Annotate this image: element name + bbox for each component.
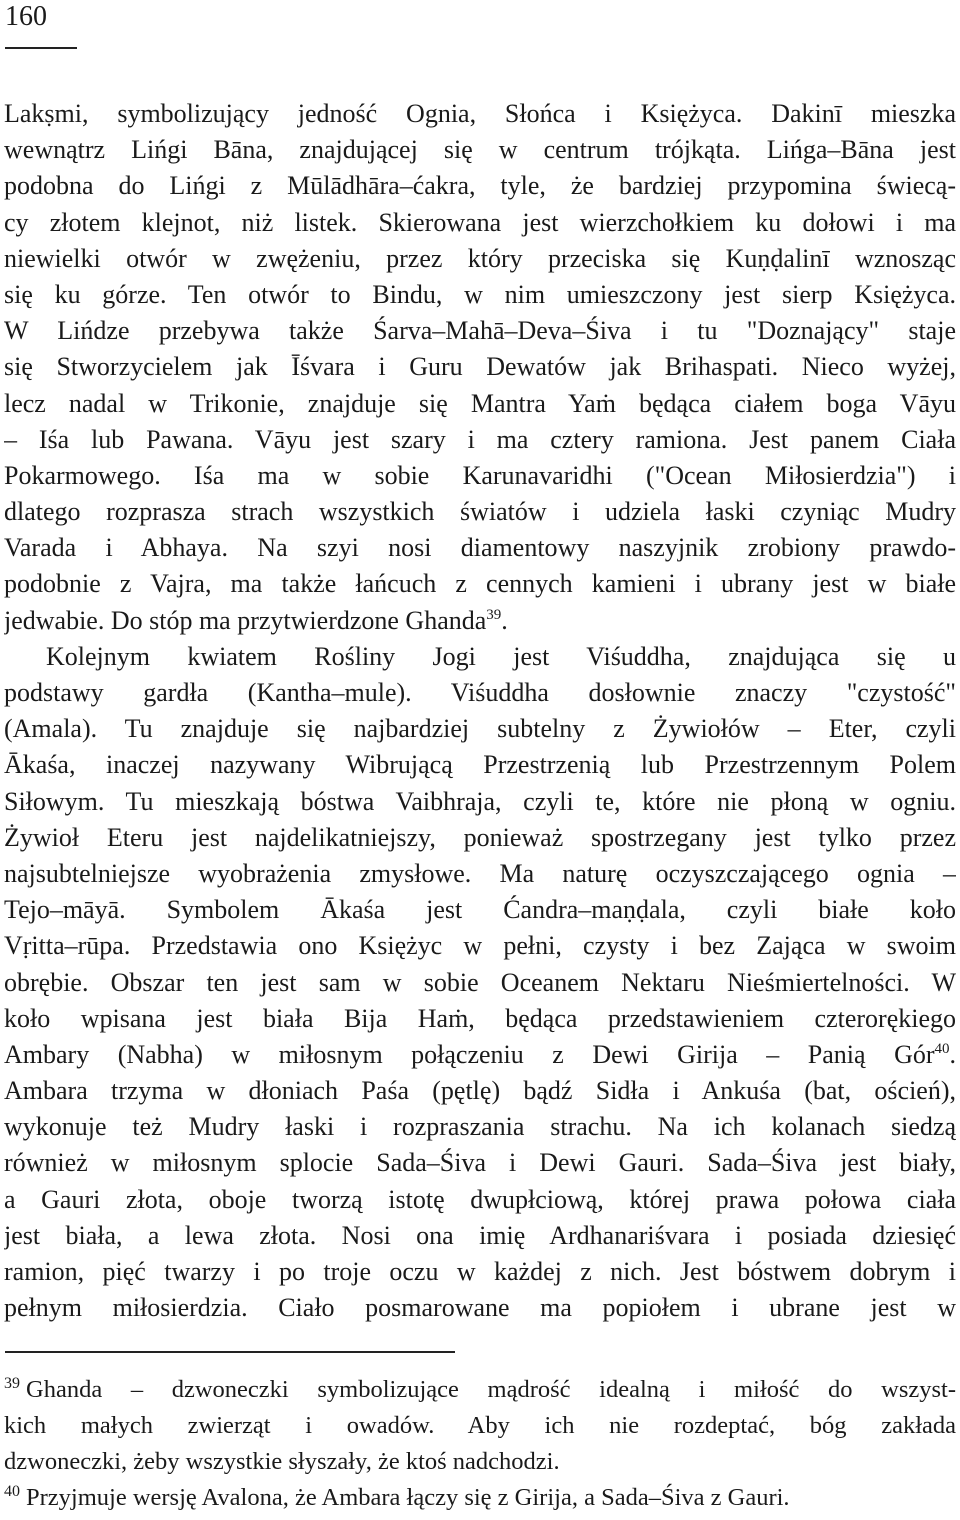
text-line: wewnątrz Lińgi Bāna, znajdującej się w centrum trójkąta. Lińga–Bāna jest <box>4 135 956 165</box>
text-line: pełnym miłosierdzia. Ciało posmarowane ma popiołem i ubrane jest w <box>4 1293 956 1323</box>
text-line: dlatego rozprasza strach wszystkich światów i udziela łaski czyniąc Mudry <box>4 497 956 527</box>
text-line: się Stworzycielem jak Īśvara i Guru Dewatów jak Brihaspati. Nieco wyżej, <box>4 352 956 382</box>
footnote-mark: 40 <box>4 1483 20 1500</box>
text-line: Vṛitta–rūpa. Przedstawia ono Księżyc w pełni, czysty i bez Zająca w swoim <box>4 931 956 961</box>
footnote-line: kich małych zwierząt i owadów. Aby ich nie rozdeptać, bóg zakłada <box>4 1412 956 1439</box>
text-line: – Iśa lub Pawana. Vāyu jest szary i ma cztery ramiona. Jest panem Ciała <box>4 424 956 454</box>
text-fragment: . <box>949 1039 956 1069</box>
paragraph-start-line: Kolejnym kwiatem Rośliny Jogi jest Viśuddha, znajdująca się u <box>46 641 956 671</box>
text-line: lecz nadal w Trikonie, znajduje się Mantra Yaṁ będąca ciałem boga Vāyu <box>4 388 956 418</box>
text-line: podobnie z Vajra, ma także łańcuch z cennych kamieni i ubrany jest w białe <box>4 569 956 599</box>
footnote-mark: 39 <box>4 1375 20 1392</box>
footnotes <box>4 1372 956 1516</box>
text-line: niewielki otwór w zwężeniu, przez który przeciska się Kuṇḍalinī wznosząc <box>4 243 956 273</box>
text-line: Żywioł Eteru jest najdelikatniejszy, ponieważ spostrzegany jest tylko przez <box>4 822 956 852</box>
text-line: W Lińdze przebywa także Śarva–Mahā–Deva–Śiva i tu "Doznający" staje <box>4 316 956 346</box>
text-line-with-footnote-ref <box>4 1037 956 1073</box>
text-line: najsubtelniejsze wyobrażenia zmysłowe. Ma naturę oczyszczającego ognia – <box>4 858 956 888</box>
footnote-39 <box>4 1372 956 1408</box>
footnote-line: dzwoneczki, żeby wszystkie słyszały, że ktoś nadchodzi. <box>4 1448 560 1475</box>
text-line: jest biała, a lewa złota. Nosi ona imię Ardhanariśvara i posiada dziesięć <box>4 1220 956 1250</box>
text-fragment: jedwabie. Do stóp ma przytwierdzone Ghanda <box>4 605 487 635</box>
footnote-40 <box>4 1480 956 1516</box>
text-line: wykonuje też Mudry łaski i rozpraszania strachu. Na ich kolanach siedzą <box>4 1112 956 1142</box>
text-line: podobna do Lińgi z Mūlādhāra–ćakra, tyle, że bardziej przypomina świecą- <box>4 171 956 201</box>
text-line: obrębie. Obszar ten jest sam w sobie Oceanem Nektaru Nieśmiertelności. W <box>4 967 956 997</box>
text-fragment: Ambary (Nabha) w miłosnym połączeniu z Dewi Girija – Panią Gór <box>4 1039 935 1069</box>
text-line: a Gauri złota, oboje tworzą istotę dwupłciową, której prawa połowa ciała <box>4 1184 956 1214</box>
footnote-ref-39[interactable]: 39 <box>486 606 502 623</box>
text-line: ramion, pięć twarzy i po troje oczu w każdej z nich. Jest bóstwem dobrym i <box>4 1257 956 1286</box>
text-line: się ku górze. Ten otwór to Bindu, w nim umieszczony jest sierp Księżyca. <box>4 279 956 309</box>
text-line: Lakṣmi, symbolizujący jedność Ognia, Słońca i Księżyca. Dakinī mieszka <box>4 99 956 128</box>
text-line: koło wpisana jest biała Bija Haṁ, będąca przedstawieniem czterorękiego <box>4 1003 956 1033</box>
text-line: cy złotem klejnot, niż listek. Skierowana jest wierzchołkiem ku dołowi i ma <box>4 207 956 237</box>
text-line: również w miłosnym splocie Sada–Śiva i Dewi Gauri. Sada–Śiva jest biały, <box>4 1148 956 1178</box>
text-line: Ākaśa, inaczej nazywany Wibrującą Przestrzenią lub Przestrzennym Polem <box>4 750 956 780</box>
footnote-text: Ghanda – dzwoneczki symbolizujące mądrość idealną i miłość do wszyst- <box>26 1376 956 1403</box>
text-line: Tejo–māyā. Symbolem Ākaśa jest Ćandra–maṇḍala, czyli białe koło <box>4 895 956 925</box>
text-line-with-footnote-ref <box>4 603 956 639</box>
body-text <box>4 96 956 1326</box>
footnote-rule <box>5 1351 455 1353</box>
page-number: 160 <box>5 1 47 32</box>
text-line: Varada i Abhaya. Na szyi nosi diamentowy naszyjnik zrobiony prawdo- <box>4 533 956 563</box>
text-line: podstawy gardła (Kantha–mule). Viśuddha dosłownie znaczy "czystość" <box>4 678 956 707</box>
header-rule <box>5 47 77 49</box>
footnote-text: Przyjmuje wersję Avalona, że Ambara łączy się z Girija, a Sada–Śiva z Gauri. <box>26 1484 790 1511</box>
text-fragment: . <box>501 605 508 635</box>
text-line: Ambara trzyma w dłoniach Paśa (pętlę) bądź Sidła i Ankuśa (bat, oścień), <box>4 1076 956 1106</box>
text-line: Siłowym. Tu mieszkają bóstwa Vaibhraja, czyli te, które nie płoną w ogniu. <box>4 786 956 816</box>
text-line: (Amala). Tu znajduje się najbardziej subtelny z Żywiołów – Eter, czyli <box>4 714 956 744</box>
footnote-ref-40[interactable]: 40 <box>934 1040 950 1057</box>
text-line: Pokarmowego. Iśa ma w sobie Karunavaridhi ("Ocean Miłosierdzia") i <box>4 460 956 490</box>
